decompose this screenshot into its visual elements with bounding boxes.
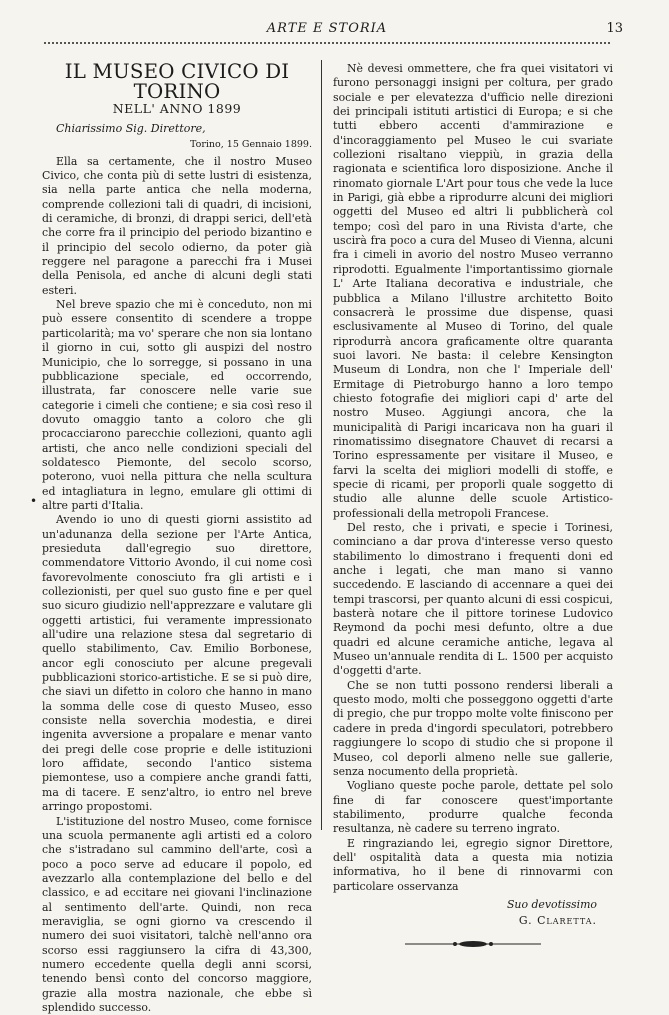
paragraph: Ella sa certamente, che il nostro Museo Civico, che conta più di sette lustri di esistenza, sia nella parte antica che nella moderna, comprende collezioni tali di quadri, di incisioni, di ceramiche, di bronzi, di drappi serici, dell'età che corre fra il principio del periodo bizantino e il principio del secolo odierno, da poter già reggere nel paragone a parecchi fra i Musei della Penisola, ed anche di alcuni degli stati esteri.	[42, 155, 312, 298]
paragraph: Vogliano queste poche parole, dettate pel solo fine di far conoscere quest'importante stabilimento, produrre qualche feconda resultanza, nè cadere su terreno ingrato.	[333, 779, 613, 836]
article-subtitle: NELL' ANNO 1899	[42, 102, 312, 116]
paragraph: E ringraziando lei, egregio signor Direttore, dell' ospitalità data a questa mia notizia informativa, ho il bene di rinnovarmi con particolare osservanza	[333, 837, 613, 894]
paragraph: Nel breve spazio che mi è conceduto, non mi può essere consentito di scendere a troppe particolarità; ma vo' sperare che non sia lontano il giorno in cui, sotto gli auspizi del nostro Municipio, che lo sorregge, si possano in una pubblicazione speciale, ed occorrendo, illustrata, far conoscere nelle varie sue categorie i cimeli che contiene; e sia così reso il dovuto omaggio tanto a coloro che gli procacciarono parecchie collezioni, quanto agli artisti, che anco nelle condizioni speciali del soldatesco Piemonte, del secolo scorso, poterono, vuoi nella pittura che nella scultura ed intagliatura in legno, emulare gli ottimi di altre parti d'Italia.	[42, 298, 312, 513]
header-rule	[44, 42, 610, 44]
signature: G. Claretta.	[333, 914, 597, 928]
dateline: Torino, 15 Gennaio 1899.	[42, 138, 312, 152]
column-divider	[321, 60, 322, 830]
running-head: ARTE E STORIA	[44, 22, 610, 36]
left-column	[42, 62, 312, 1015]
paragraph: Nè devesi ommettere, che fra quei visitatori vi furono personaggi insigni per coltura, per grado sociale e per elevatezza d'ufficio nelle direzioni dei principali istituti artistici di Europa; e si che tutti ebbero accenti d'ammirazione e d'incoraggiamento pel Museo le cui svariate collezioni risaltano vieppiù, in grazia della ragionata e scientifica loro disposizione. Anche il rinomato giornale L'Art pour tous che vede la luce in Parigi, già ebbe a riprodurre alcuni dei migliori oggetti del Museo ed altri li pubblicherà col tempo; così del paro in una Rivista d'arte, che uscirà fra poco a cura del Museo di Vienna, alcuni fra i cimeli in avorio del nostro Museo verranno riprodotti. Egualmente l'importantissimo giornale L' Arte Italiana decorativa e industriale, che pubblica a Milano l'illustre architetto Boito consacrerà le prossime due dispense, quasi esclusivamente al Museo di Torino, del quale riprodurrà ancora graficamente oltre quaranta suoi lavori. Ne basta: il celebre Kensington Museum di Londra, non che l' Imperiale dell' Ermitage di Pietroburgo hanno a loro tempo chiesto fotografie dei migliori capi d' arte del nostro Museo. Aggiungi ancora, che la municipalità di Parigi incaricava non ha guari il rinomatissimo disegnatore Chauvet di recarsi a Torino espressamente per visitare il Museo, e farvi la scelta dei migliori modelli di stoffe, e specie di ricami, per proporli quale soggetto di studio alle alunne delle scuole Artistico-professionali della metropoli Francese.	[333, 62, 613, 521]
salutation: Chiarissimo Sig. Direttore,	[56, 122, 312, 136]
paragraph: Avendo io uno di questi giorni assistito ad un'adunanza della sezione per l'Arte Antica, presieduta dall'egregio suo direttore, commendatore Vittorio Avondo, il cui nome così favorevolmente conosciuto fra gli artisti e i collezionisti, per quel suo gusto fine e per quel suo sicuro giudizio nell'apprezzare e valutare gli oggetti artistici, fui veramente impressionato all'udire una relazione stesa dal segretario di quello stabilimento, Cav. Emilio Borbonese, ancor egli conosciuto per alcune pregevali pubblicazioni storico-artistiche. E se si può dire, che siavi un difetto in coloro che hanno in mano la somma delle cose di questo Museo, esso consiste nella soverchia modestia, e direi ingenita avversione a propalare e menar vanto dei pregi delle cose proprie e delle istituzioni loro affidate, secondo l'antico sistema piemontese, uso a compiere anche grandi fatti, ma di tacere. E senz'altro, io entro nel breve arringo propostomi.	[42, 513, 312, 814]
paragraph: Che se non tutti possono rendersi liberali a questo modo, molti che posseggono oggetti d'arte di pregio, che pur troppo molte volte finiscono per cadere in preda d'ingordi speculatori, potrebbero raggiungere lo scopo di studio che si propone il Museo, col deporli almeno nelle sue gallerie, senza nocumento della proprietà.	[333, 679, 613, 779]
closing: Suo devotissimo	[333, 898, 597, 912]
margin-mark: •	[30, 494, 37, 508]
page-number: 13	[606, 22, 623, 36]
article-title: IL MUSEO CIVICO DI TORINO	[42, 62, 312, 102]
paragraph: Del resto, che i privati, e specie i Torinesi, cominciano a dar prova d'interesse verso questo stabilimento lo dimostrano i frequenti doni ed anche i legati, che man mano si vanno succedendo. E lasciando di accennare a quei dei tempi trascorsi, per quanto alcuni di essi cospicui, basterà notare che il pittore torinese Ludovico Reymond da pochi mesi defunto, oltre a due quadri ed alcune ceramiche antiche, legava al Museo un'annuale rendita di L. 1500 per acquisto d'oggetti d'arte.	[333, 521, 613, 679]
paragraph: L'istituzione del nostro Museo, come fornisce una scuola permanente agli artisti ed a coloro che s'istradano sul cammino dell'arte, così a poco a poco serve ad educare il popolo, ed avezzarlo alla contemplazione del bello e del classico, e ad eccitare nei giovani l'inclinazione al sentimento dell'arte. Quindi, non reca meraviglia, se ogni giorno va crescendo il numero dei suoi visitatori, talchè nell'anno ora scorso essi raggiunsero la cifra di 43,300, numero eccedente quella degli anni scorsi, tenendo bensì conto del concorso maggiore, grazie alla mostra nazionale, che ebbe sì splendido successo.	[42, 815, 312, 1015]
right-column	[333, 62, 613, 949]
end-ornament	[403, 939, 543, 949]
